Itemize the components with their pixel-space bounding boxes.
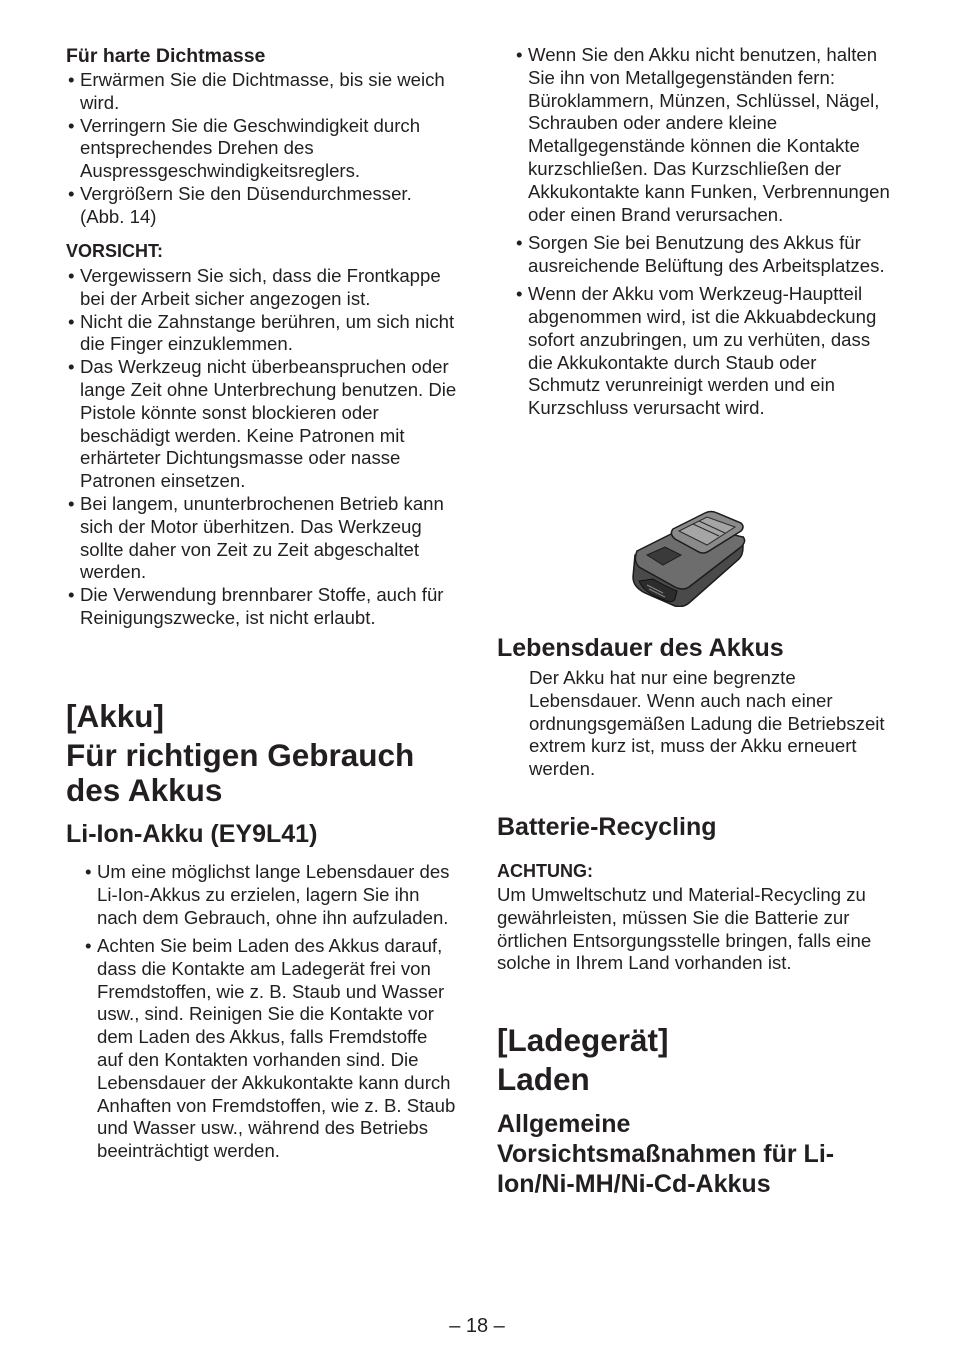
list-item: • Erwärmen Sie die Dichtmasse, bis sie weich wird.: [66, 69, 458, 115]
page-number: – 18 –: [449, 1315, 505, 1337]
battery-life-text: Der Akku hat nur eine begrenzte Lebensdauer. Wenn auch nach einer ordnungsgemäßen Ladung die Betriebszeit extrem kurz ist, muss der Akku erneuert werden.: [529, 667, 885, 780]
list-item: • Nicht die Zahnstange berühren, um sich nicht die Finger einzuklemmen.: [66, 311, 458, 357]
battery-safety-list: [497, 44, 892, 420]
hard-sealant-list: [66, 69, 458, 229]
battery-life-heading: Lebensdauer des Akkus: [497, 634, 784, 662]
charger-section-subtitle: Laden: [497, 1061, 590, 1097]
list-item: • Das Werkzeug nicht überbeanspruchen oder lange Zeit ohne Unterbrechung benutzen. Die Pistole könnte sonst blockieren oder beschädigt werden. Keine Patronen mit erhärteter Dichtungsmasse oder nasse Patronen einsetzen.: [66, 356, 458, 493]
list-item: • Vergewissern Sie sich, dass die Frontkappe bei der Arbeit sicher angezogen ist.: [66, 265, 458, 311]
list-item: • Sorgen Sie bei Benutzung des Akkus für ausreichende Belüftung des Arbeitsplatzes.: [497, 232, 892, 278]
charger-precautions-heading: Allgemeine Vorsichtsmaßnahmen für Li-Ion/Ni-MH/Ni-Cd-Akkus: [497, 1110, 835, 1198]
battery-section-title: [Akku]: [66, 698, 165, 734]
attention-heading: ACHTUNG:: [497, 861, 593, 881]
caution-list: [66, 265, 458, 630]
battery-pack-illustration: [623, 507, 756, 607]
li-ion-list: [66, 861, 458, 1163]
list-item: • Achten Sie beim Laden des Akkus darauf, dass die Kontakte am Ladegerät frei von Fremdstoffen, wie z. B. Staub und Wasser usw., sind. Reinigen Sie die Kontakte vor dem Laden des Akkus, falls Fremdstoffe auf den Kontakten vorhanden sind. Die Lebensdauer der Akkukontakte kann durch Anhaften von Fremdstoffen, wie z. B. Staub und Wasser usw., während des Betriebs beeinträchtigt werden.: [66, 935, 458, 1163]
list-item: • Um eine möglichst lange Lebensdauer des Li-Ion-Akkus zu erzielen, lagern Sie ihn nach dem Gebrauch, ohne ihn aufzuladen.: [66, 861, 458, 929]
battery-section-subtitle: Für richtigen Gebrauch des Akkus: [66, 737, 415, 808]
list-item: • Wenn der Akku vom Werkzeug-Hauptteil abgenommen wird, ist die Akkuabdeckung sofort anzubringen, um zu verhüten, dass die Akkukontakte durch Staub oder Schmutz verunreinigt werden und ein Kurzschluss verursacht wird.: [497, 283, 892, 420]
charger-section-title: [Ladegerät]: [497, 1022, 669, 1058]
list-item: • Die Verwendung brennbarer Stoffe, auch für Reinigungszwecke, ist nicht erlaubt.: [66, 584, 458, 630]
caution-heading: VORSICHT:: [66, 241, 164, 261]
list-item: • Bei langem, ununterbrochenen Betrieb kann sich der Motor überhitzen. Das Werkzeug sollte daher von Zeit zu Zeit abgeschaltet werden.: [66, 493, 458, 584]
list-item: • Vergrößern Sie den Düsendurchmesser. (Abb. 14): [66, 183, 458, 229]
list-item: • Verringern Sie die Geschwindigkeit durch entsprechendes Drehen des Auspressgeschwindigkeitsreglers.: [66, 115, 458, 183]
recycling-text: Um Umweltschutz und Material-Recycling zu gewährleisten, müssen Sie die Batterie zur örtlichen Entsorgungsstelle bringen, falls eine solche in Ihrem Land vorhanden ist.: [497, 884, 872, 974]
li-ion-heading: Li-Ion-Akku (EY9L41): [66, 820, 318, 848]
hard-sealant-heading: Für harte Dichtmasse: [66, 45, 266, 67]
recycling-heading: Batterie-Recycling: [497, 813, 717, 841]
list-item: • Wenn Sie den Akku nicht benutzen, halten Sie ihn von Metallgegenständen fern: Büroklammern, Münzen, Schlüssel, Nägel, Schrauben oder andere kleine Metallgegenstände können die Kontakte kurzschließen. Das Kurzschließen der Akkukontakte kann Funken, Verbrennungen oder einen Brand verursachen.: [497, 44, 892, 226]
